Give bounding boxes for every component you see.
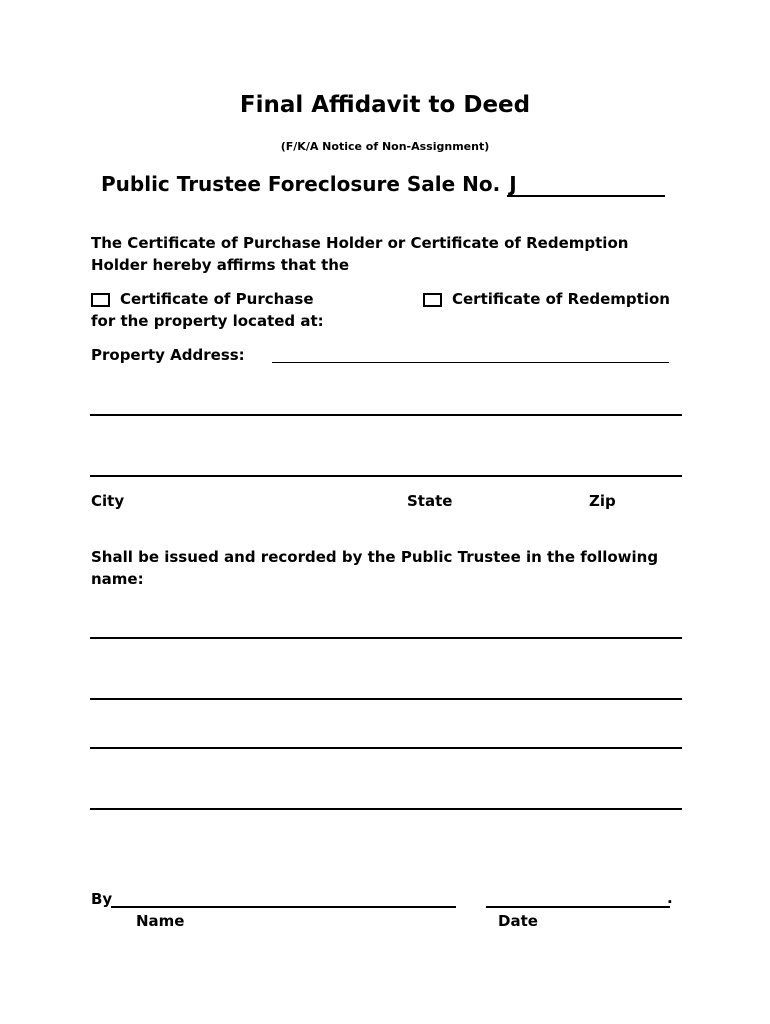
sale-number-label: Public Trustee Foreclosure Sale No.	[101, 172, 501, 196]
grantee-name-line-1[interactable]	[90, 637, 682, 639]
intro-line-1: The Certificate of Purchase Holder or Certificate of Redemption	[91, 234, 629, 252]
issuance-line-2: name:	[91, 570, 144, 588]
date-caption: Date	[498, 912, 538, 930]
grantee-name-line-4[interactable]	[90, 808, 682, 810]
property-located-text: for the property located at:	[91, 312, 324, 330]
zip-label: Zip	[589, 492, 616, 510]
document-subtitle: (F/K/A Notice of Non-Assignment)	[280, 140, 490, 153]
date-trailing-period: .	[667, 889, 673, 907]
redemption-checkbox[interactable]	[423, 293, 442, 307]
sale-number-field[interactable]: J	[507, 173, 665, 197]
sale-number-row	[101, 172, 665, 197]
grantee-name-line-2[interactable]	[90, 698, 682, 700]
document-title: Final Affidavit to Deed	[239, 92, 531, 118]
signature-date-field[interactable]	[486, 904, 670, 908]
option-certificate-of-redemption[interactable]	[423, 290, 670, 308]
state-label: State	[407, 492, 453, 510]
signature-name-field[interactable]	[111, 904, 456, 908]
option-certificate-of-purchase[interactable]	[91, 290, 314, 308]
name-caption: Name	[136, 912, 185, 930]
grantee-name-line-3[interactable]	[90, 747, 682, 749]
purchase-option-label: Certificate of Purchase	[120, 290, 314, 308]
address-line-2[interactable]	[90, 414, 682, 416]
address-line-3[interactable]	[90, 475, 682, 477]
intro-line-2: Holder hereby affirms that the	[91, 256, 350, 274]
city-label: City	[91, 492, 125, 510]
purchase-checkbox[interactable]	[91, 293, 110, 307]
property-address-label: Property Address:	[91, 346, 245, 364]
redemption-option-label: Certificate of Redemption	[452, 290, 670, 308]
property-address-field[interactable]	[272, 360, 669, 363]
by-label: By	[91, 890, 113, 908]
issuance-line-1: Shall be issued and recorded by the Public Trustee in the following	[91, 548, 659, 566]
